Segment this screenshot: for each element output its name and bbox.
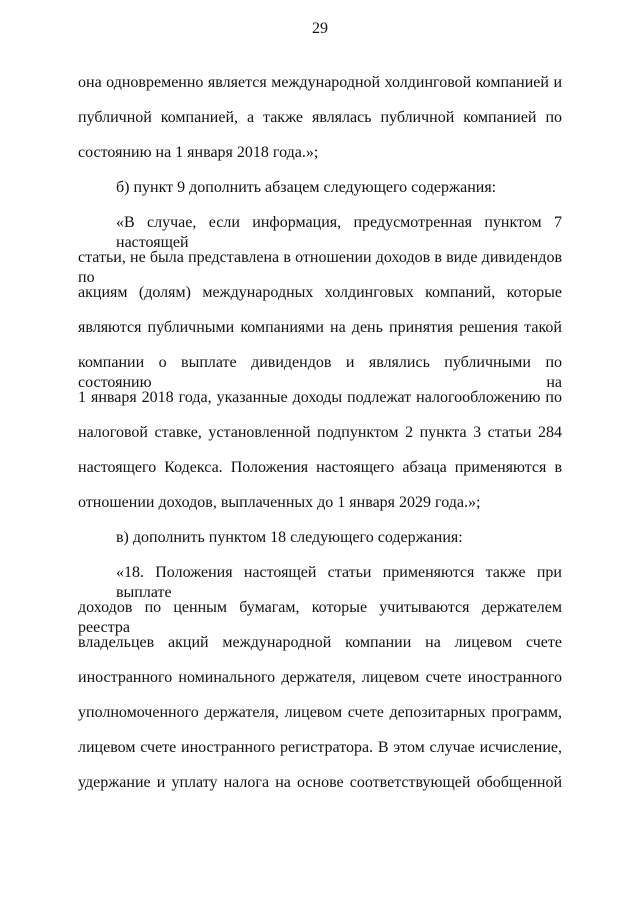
text-line: «В случае, если информация, предусмотренная пунктом 7 настоящей xyxy=(116,214,562,251)
text-line: компании о выплате дивидендов и являлись публичными по состоянию на xyxy=(78,354,562,391)
text-line: отношении доходов, выплаченных до 1 января 2029 года.»; xyxy=(78,494,481,511)
text-line: «18. Положения настоящей статьи применяются также при выплате xyxy=(116,564,562,601)
text-line: доходов по ценным бумагам, которые учитываются держателем реестра xyxy=(78,599,562,636)
text-line: в) дополнить пунктом 18 следующего содержания: xyxy=(116,529,463,546)
text-line: владельцев акций международной компании на лицевом счете xyxy=(78,634,562,651)
text-line: б) пункт 9 дополнить абзацем следующего содержания: xyxy=(116,179,497,196)
text-line: являются публичными компаниями на день принятия решения такой xyxy=(78,319,562,336)
text-line: состоянию на 1 января 2018 года.»; xyxy=(78,144,319,161)
text-line: публичной компанией, а также являлась публичной компанией по xyxy=(78,109,562,126)
text-line: статьи, не была представлена в отношении доходов в виде дивидендов по xyxy=(78,249,562,286)
text-line: 1 января 2018 года, указанные доходы подлежат налогообложению по xyxy=(78,389,562,406)
text-line: удержание и уплату налога на основе соответствующей обобщенной xyxy=(78,774,562,791)
text-line: акциям (долям) международных холдинговых компаний, которые xyxy=(78,284,562,301)
text-line: она одновременно является международной холдинговой компанией и xyxy=(78,74,562,91)
text-line: налоговой ставке, установленной подпунктом 2 пункта 3 статьи 284 xyxy=(78,424,562,441)
text-line: иностранного номинального держателя, лицевом счете иностранного xyxy=(78,669,562,686)
text-line: уполномоченного держателя, лицевом счете депозитарных программ, xyxy=(78,704,562,721)
text-line: лицевом счете иностранного регистратора. В этом случае исчисление, xyxy=(78,739,562,756)
page-number: 29 xyxy=(312,20,328,37)
text-line: настоящего Кодекса. Положения настоящего абзаца применяются в xyxy=(78,459,562,476)
